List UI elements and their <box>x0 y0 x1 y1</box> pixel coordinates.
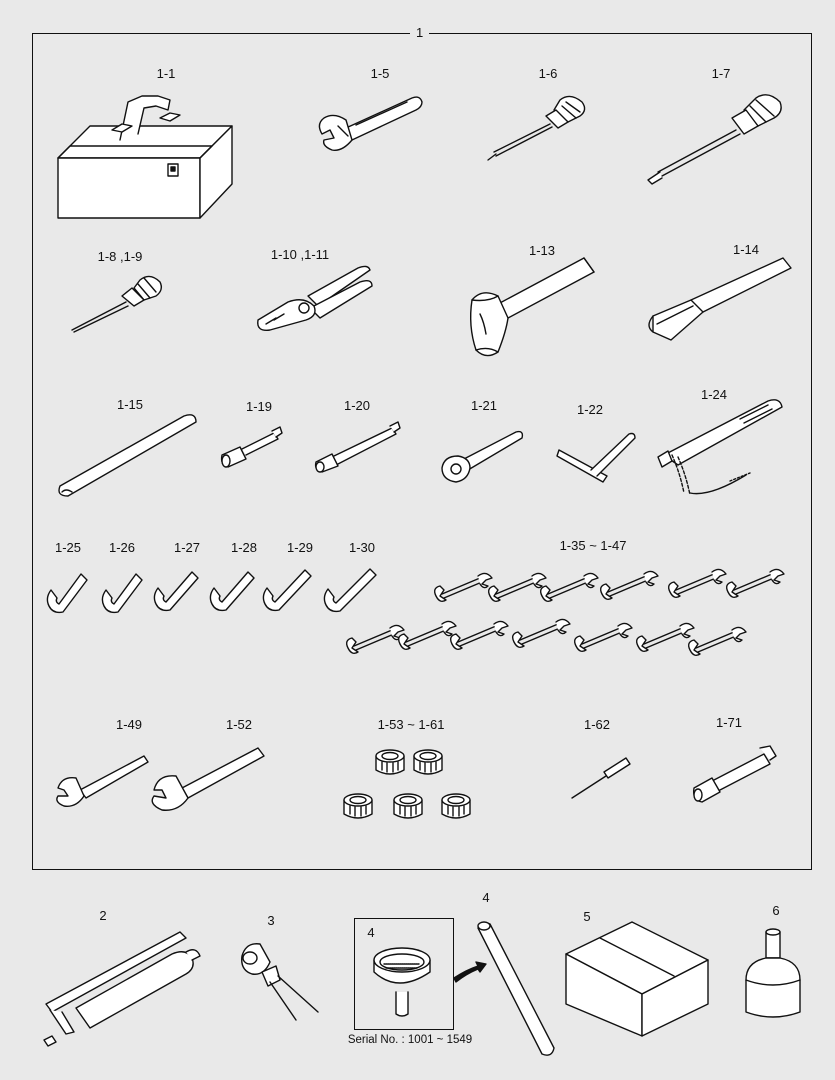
toolbox-icon <box>50 88 245 223</box>
callout-1-52: 1-52 <box>225 717 253 732</box>
socket-extension-short-icon <box>218 425 284 470</box>
single-spanner-small-icon <box>52 748 152 810</box>
serial-number-note: Serial No. : 1001 ~ 1549 <box>347 1034 473 1046</box>
hex-key-1-25-icon <box>43 568 93 618</box>
callout-1-19: 1-19 <box>245 399 273 414</box>
callout-4: 4 <box>482 890 490 905</box>
hex-key-1-29-icon <box>259 564 317 618</box>
t-handle-wrench-icon <box>555 428 641 488</box>
callout-1-1: 1-1 <box>156 66 176 81</box>
callout-1-21: 1-21 <box>470 398 498 413</box>
bottle-icon <box>740 928 806 1020</box>
callout-1-62: 1-62 <box>583 717 611 732</box>
adjustable-wrench-icon <box>312 92 427 162</box>
callout-1-30: 1-30 <box>348 540 376 555</box>
callout-1-24: 1-24 <box>700 387 728 402</box>
pliers-icon <box>248 262 378 337</box>
callout-1-5: 1-5 <box>370 66 390 81</box>
callout-1-15: 1-15 <box>116 397 144 412</box>
callout-1-20: 1-20 <box>343 398 371 413</box>
ratchet-handle-icon <box>438 426 528 486</box>
round-bar-icon <box>52 410 202 500</box>
callout-1-6: 1-6 <box>538 66 558 81</box>
socket-set-icon <box>340 742 480 832</box>
callout-1-22: 1-22 <box>576 402 604 417</box>
callout-1-35-1-47: 1-35 ~ 1-47 <box>559 538 627 553</box>
callout-item-1: 1 <box>410 25 429 40</box>
screwdriver-small-icon <box>484 94 594 164</box>
callout-1-71: 1-71 <box>715 715 743 730</box>
awl-icon <box>64 270 174 340</box>
hammer-icon <box>462 252 602 362</box>
pin-punch-icon <box>568 756 634 802</box>
callout-1-8-1-9: 1-8 ,1-9 <box>97 249 143 264</box>
rod-icon <box>470 918 562 1060</box>
callout-1-13: 1-13 <box>528 243 556 258</box>
carton-box-icon <box>562 920 712 1040</box>
callout-1-53-1-61: 1-53 ~ 1-61 <box>377 717 445 732</box>
callout-3: 3 <box>267 913 275 928</box>
grease-fitting-hose-icon <box>232 936 327 1026</box>
strainer-funnel-icon <box>368 944 454 1026</box>
callout-2: 2 <box>99 908 107 923</box>
callout-1-28: 1-28 <box>230 540 258 555</box>
hex-key-1-27-icon <box>150 566 205 618</box>
callout-5: 5 <box>583 909 591 924</box>
filter-wrench-icon <box>650 393 790 503</box>
callout-1-14: 1-14 <box>732 242 760 257</box>
hex-key-1-26-icon <box>98 568 148 618</box>
callout-1-7: 1-7 <box>711 66 731 81</box>
callout-1-27: 1-27 <box>173 540 201 555</box>
grease-gun-icon <box>36 928 206 1048</box>
callout-1-29: 1-29 <box>286 540 314 555</box>
callout-4-inset: 4 <box>367 925 375 940</box>
open-end-spanner-set-icon <box>340 560 805 680</box>
single-spanner-large-icon <box>148 744 268 814</box>
callout-6: 6 <box>772 903 780 918</box>
callout-1-10-1-11: 1-10 ,1-11 <box>270 247 330 262</box>
callout-1-25: 1-25 <box>54 540 82 555</box>
callout-1-26: 1-26 <box>108 540 136 555</box>
callout-1-49: 1-49 <box>115 717 143 732</box>
hex-key-1-28-icon <box>206 566 261 618</box>
box-wrench-icon <box>690 744 780 806</box>
pry-bar-icon <box>645 254 795 344</box>
socket-extension-long-icon <box>312 422 404 474</box>
screwdriver-large-icon <box>640 92 790 187</box>
